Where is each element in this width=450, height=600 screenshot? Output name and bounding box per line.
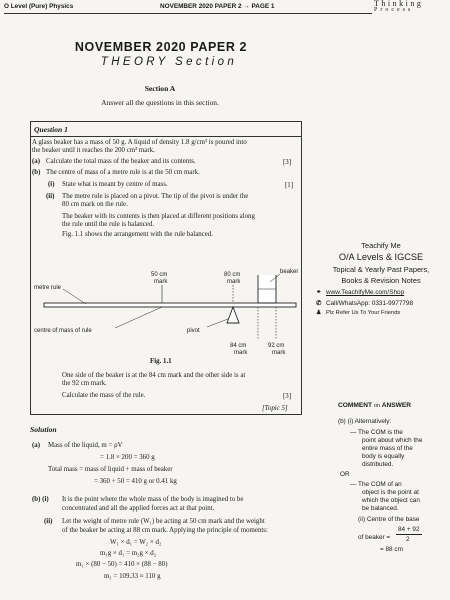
- comment-line-5: body is equally: [362, 453, 405, 460]
- question-divider: [31, 136, 301, 138]
- comment-line-3: point about which the: [362, 437, 423, 444]
- question-intro-1: A glass beaker has a mass of 50 g. A liquid of density 1.8 g/cm³ is poured into: [32, 139, 247, 146]
- comment-line-13: of beaker =: [358, 534, 391, 541]
- pivot-shape: [227, 307, 239, 323]
- advert-headline: O/A Levels & IGCSE: [338, 252, 424, 262]
- part-a-text: Calculate the total mass of the beaker and its contents.: [46, 158, 196, 165]
- page-title: NOVEMBER 2020 PAPER 2: [74, 40, 248, 54]
- section-heading: Section A: [144, 84, 176, 93]
- subject-label: O Level (Pure) Physics: [4, 3, 74, 10]
- solution-a-label: (a): [32, 442, 41, 449]
- advert-brand: Teachify Me: [361, 241, 401, 250]
- paper-label: NOVEMBER 2020 PAPER 2 → PAGE 1: [160, 3, 275, 10]
- comment-heading: COMMENT on ANSWER: [338, 402, 412, 409]
- topic-tag: [Topic 5]: [262, 405, 288, 412]
- part-bii-line-2: 80 cm mark on the rule.: [62, 201, 128, 208]
- part-bi-mark: [1]: [285, 182, 294, 189]
- solution-a-line-2: = 1.8 × 200 = 360 g: [100, 454, 155, 461]
- label-pivot: pivot: [187, 328, 200, 334]
- part-bi-text: State what is meant by centre of mass.: [62, 181, 168, 188]
- comment-line-9: object is the point at: [362, 489, 419, 496]
- page-subtitle: THEORY Section: [100, 56, 238, 68]
- solution-heading: Solution: [30, 425, 57, 434]
- comment-line-11: be balanced.: [362, 505, 399, 512]
- solution-bi-line-2: concentrated and all the applied forces act at that point.: [62, 505, 215, 512]
- question-heading: Question 1: [34, 125, 68, 134]
- comment-line-4: entire mass of the: [362, 445, 413, 452]
- section-instruction: Answer all the questions in this section.: [101, 98, 219, 107]
- label-84cm-mark: mark: [234, 350, 248, 356]
- comment-line-8: — The COM of an: [350, 481, 402, 488]
- page-header: [0, 0, 450, 14]
- solution-a-line-3: Total mass = mass of liquid + mass of beaker: [48, 466, 173, 473]
- comment-line-7: OR: [340, 471, 350, 478]
- part-bi-label: (i): [48, 181, 55, 188]
- part-bii-line-1: The metre rule is placed on a pivot. The tip of the pivot is under the: [62, 193, 249, 200]
- part-bii-line-3: The beaker with its contents is then placed at different positions along: [62, 213, 255, 220]
- comment-fraction-denominator: 2: [406, 536, 410, 543]
- label-84cm: 84 cm: [230, 343, 247, 349]
- label-80cm-mark: mark: [227, 279, 241, 285]
- comment-line-2: — The COM is the: [350, 429, 403, 436]
- solution-bi-label: (b) (i): [32, 496, 49, 503]
- part-bii-line-4: the rule until the rule is balanced.: [62, 221, 155, 228]
- label-92cm-mark: mark: [272, 350, 286, 356]
- comment-fraction-numerator: 84 + 92: [398, 526, 420, 533]
- solution-bii-line-1: Let the weight of metre rule (W₁) be acting at 50 cm mark and the weight: [62, 518, 265, 525]
- comment-line-16: = 88 cm: [380, 546, 403, 553]
- advert-line-3: Topical & Yearly Past Papers,: [332, 265, 430, 274]
- part-b-label: (b): [32, 169, 41, 176]
- advert-line-4: Books & Revision Notes: [341, 276, 421, 285]
- comment-line-1: (b) (i) Alternatively:: [338, 418, 392, 425]
- solution-a-line-4: = 360 + 50 = 410 g or 0.41 kg: [94, 478, 177, 485]
- brand-logo: Thinking Process: [374, 0, 424, 13]
- comment-line-6: distributed.: [362, 461, 394, 468]
- after-figure-line-1: One side of the beaker is at the 84 cm mark and the other side is at: [62, 372, 246, 379]
- label-centre-of-mass: centre of mass of rule: [34, 328, 92, 334]
- part-bii-label: (ii): [46, 193, 55, 200]
- solution-equation-4: m₁ = 109.33 ≈ 110 g: [104, 573, 161, 580]
- comment-line-12: (ii) Centre of the base: [358, 516, 420, 523]
- metre-rule-bar: [44, 303, 296, 307]
- solution-bi-line-1: It is the point where the whole mass of the body is imagined to be: [62, 496, 244, 503]
- solution-a-line-1: Mass of the liquid, m = ρV: [48, 442, 123, 449]
- part-a-label: (a): [32, 158, 41, 165]
- after-figure-line-2: the 92 cm mark.: [62, 380, 107, 387]
- figure-1-1: [30, 267, 302, 367]
- advert-refer: ♟ Plz Refer Us To Your Friends: [316, 310, 401, 316]
- after-figure-mark: [3]: [283, 393, 292, 400]
- solution-equation-1: W₁ × d₁ = W₂ × d₂: [110, 539, 162, 546]
- part-b-text: The centre of mass of a metre rule is at the 50 cm mark.: [46, 169, 200, 176]
- comment-fraction-bar: [396, 534, 422, 535]
- pivot-leader: [207, 319, 228, 327]
- solution-equation-2: m₁g × d₁ = m₂g × d₂: [100, 550, 157, 557]
- label-50cm: 50 cm: [151, 272, 168, 278]
- question-intro-2: the beaker until it reaches the 200 cm³ mark.: [32, 147, 155, 154]
- header-rule: [4, 13, 372, 14]
- comment-line-10: which the object can: [362, 497, 420, 504]
- figure-caption: Fig. 1.1: [150, 358, 172, 365]
- advert-phone: ✆ Call/WhatsApp: 0331-9977798: [316, 300, 414, 307]
- advert-website-link[interactable]: ⚭ www.TeachifyMe.com/Shop: [316, 289, 405, 296]
- label-beaker: beaker: [280, 269, 299, 275]
- solution-bii-label: (ii): [44, 518, 53, 525]
- rule-leader: [63, 289, 86, 304]
- com-leader: [115, 307, 162, 328]
- label-92cm: 92 cm: [268, 343, 285, 349]
- label-80cm: 80 cm: [224, 272, 241, 278]
- after-figure-line-3: Calculate the mass of the rule.: [62, 392, 146, 399]
- part-a-mark: [3]: [283, 159, 292, 166]
- label-metre-rule: metre rule: [34, 285, 62, 291]
- solution-bii-line-2: of the beaker be acting at 88 cm mark. Applying the principle of moments:: [62, 527, 268, 534]
- phone-icon: ✆: [316, 300, 322, 307]
- solution-equation-3: m₁ × (80 − 50) = 410 × (88 − 80): [76, 561, 168, 568]
- person-icon: ♟: [316, 310, 322, 316]
- globe-icon: ⚭: [316, 289, 322, 296]
- part-bii-line-5: Fig. 1.1 shows the arrangement with the rule balanced.: [62, 231, 213, 238]
- label-50cm-mark: mark: [154, 279, 168, 285]
